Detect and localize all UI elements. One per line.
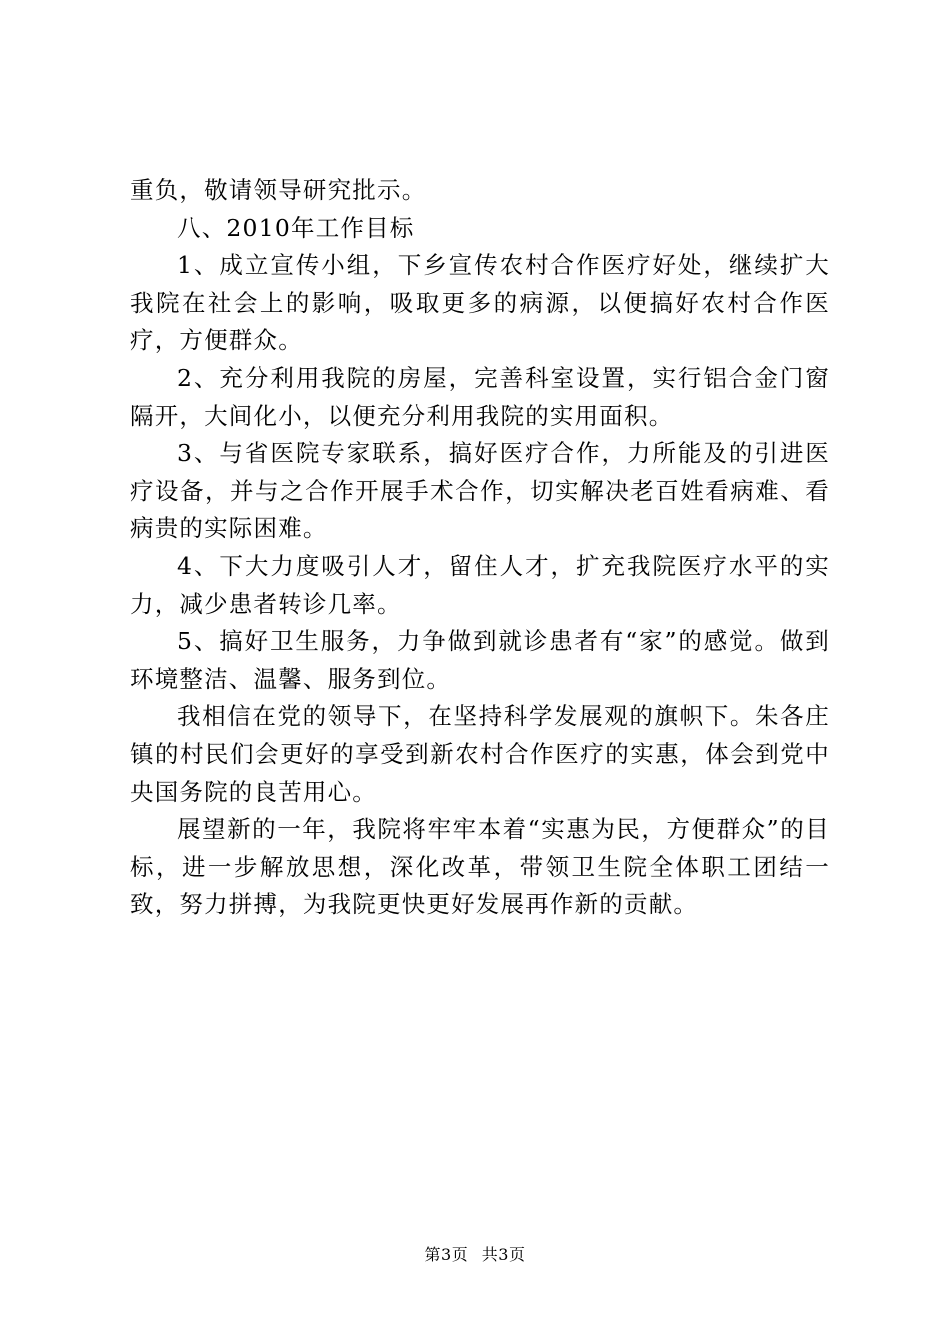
page-number: 第3页 [424, 1245, 469, 1264]
closing-paragraph-1: 我相信在党的领导下，在坚持科学发展观的旗帜下。朱各庄镇的村民们会更好的享受到新农村合作医疗的实惠，体会到党中央国务院的良苦用心。 [130, 702, 830, 806]
closing-paragraph-2: 展望新的一年，我院将牢牢本着“实惠为民，方便群众”的目标，进一步解放思想，深化改革，带领卫生院全体职工团结一致，努力拼搏，为我院更快更好发展再作新的贡献。 [130, 815, 830, 919]
page-total: 共3页 [481, 1245, 526, 1264]
page-footer [0, 1245, 950, 1265]
goal-item-5: 5、搞好卫生服务，力争做到就诊患者有“家”的感觉。做到环境整洁、温馨、服务到位。 [130, 627, 830, 693]
goal-item-3: 3、与省医院专家联系，搞好医疗合作，力所能及的引进医疗设备，并与之合作开展手术合作，切实解决老百姓看病难、看病贵的实际困难。 [130, 439, 830, 543]
goal-item-2: 2、充分利用我院的房屋，完善科室设置，实行铝合金门窗隔开，大间化小，以便充分利用我院的实用面积。 [130, 363, 830, 430]
document-body [130, 172, 830, 924]
goal-item-1: 1、成立宣传小组，下乡宣传农村合作医疗好处，继续扩大我院在社会上的影响，吸取更多的病源，以便搞好农村合作医疗，方便群众。 [130, 251, 830, 355]
goal-item-4: 4、下大力度吸引人才，留住人才，扩充我院医疗水平的实力，减少患者转诊几率。 [130, 551, 830, 618]
paragraph-continuation: 重负，敬请领导研究批示。 [130, 176, 427, 204]
section-heading-2010-goals: 八、2010年工作目标 [177, 213, 415, 242]
